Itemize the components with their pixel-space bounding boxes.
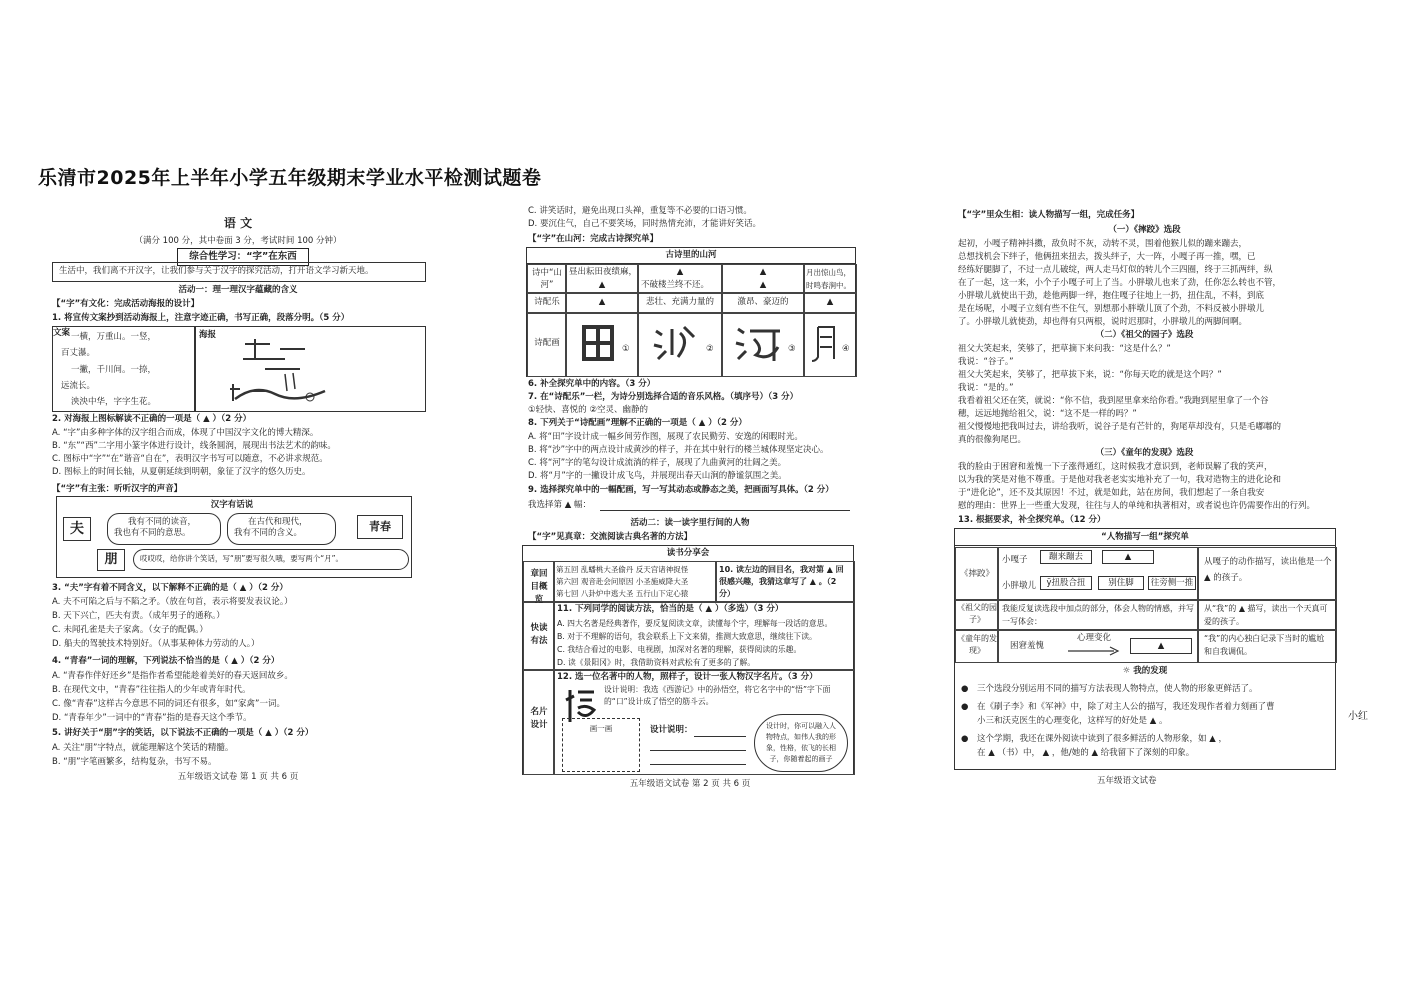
share-label: 名片设计 [530, 707, 548, 730]
q11-option: B. 对于不理解的语句，我会联系上下文来猜，推测大致意思，继续往下读。 [557, 632, 817, 641]
passage-line: 总想找机会下绊子，他俩扭来扭去，拨头绊子，大一阵，小嘎子再一推，嘿，已 [958, 252, 1256, 262]
poster-illustration [225, 329, 335, 409]
q2-option: A. “字”由多种字体的汉字组合而成，体现了中国汉字文化的博大精深。 [52, 428, 319, 438]
chapter-line: 第七回 八卦炉中逃大圣 五行山下定心猿 [556, 589, 689, 598]
poster-label: 海报 [199, 330, 217, 340]
passage-line: 真的很像狗尾巴。 [958, 435, 1027, 445]
garden-result: 从“我”的 ▲ 描写，读出一个天真可爱的孩子。 [1204, 604, 1328, 626]
childhood-result: “我”的内心独白记录下当时的尴尬和自我调侃。 [1204, 634, 1325, 656]
poem-text: 昼出耘田夜绩麻， [569, 267, 638, 277]
music-text: 激昂、豪迈的 [737, 297, 789, 307]
talk-bubble-right [227, 513, 336, 545]
card-row-name: 《祖父的园子》 [957, 603, 997, 624]
music-cell [565, 292, 639, 314]
question-6: 6. 补全探究单中的内容。（3 分） [528, 379, 656, 389]
shuaijiao-cell [997, 547, 1199, 601]
answer-line [600, 510, 850, 511]
passage-line: 经练好腿脚了，不过一点儿破绽，两人走马灯似的转儿个三四圈，终于三抓两绊，纵 [958, 265, 1273, 275]
chapter-line: 第六回 观音赴会问原因 小圣施威降大圣 [556, 577, 689, 586]
talk-title: 汉字有话说 [210, 500, 254, 510]
q11-option: C. 我结合看过的电影、电视剧，加深对名著的理解，获得阅读的乐趣。 [557, 645, 802, 654]
garden-cell [997, 599, 1199, 631]
page-3-footer: 五年级语文试卷 [1097, 776, 1157, 786]
q11-option: A. 四大名著是经典著作，要反复阅读文章，读懂每个字，理解每一段话的意思。 [557, 619, 833, 628]
passage-line: 起初，小嘎子精神抖擞，敌负时不灰，动转不灵，围着他猴儿似的蹦来蹦去， [958, 239, 1248, 249]
talk-bubble-left [107, 513, 221, 545]
q7-options: ①轻快、喜悦的 ②空灵、幽静的 [528, 405, 648, 415]
row-label-cell [527, 264, 567, 294]
passage-line: 我看着祖父还在笑，就说：“你不信，我到屋里拿来给你看。”我跑到屋里拿了一个谷 [958, 396, 1269, 406]
share-table [522, 545, 854, 775]
talk-line: 我有不同的含义。 [234, 528, 303, 538]
question-4: 4. “青春”一词的理解，下列说法不恰当的是（ ▲ ）（2 分） [52, 656, 280, 666]
question-13: 13. 根据要求，补全探究单。（12 分） [958, 515, 1106, 525]
passage-line: 小胖墩儿就使出干劲，趁他两脚一绊，抱住嘎子往地上一扔，扭住乱，不料，到底 [958, 291, 1265, 301]
q8-option: C. 将“河”字的笔勾设计成流淌的样子，展现了九曲黄河的壮阔之美。 [528, 458, 787, 468]
answer-line [650, 764, 746, 765]
student-icon: ● [961, 684, 969, 694]
music-text: 悲壮、充满力量的 [645, 297, 714, 307]
music-text: ▲ [826, 297, 834, 307]
copy-line: 一横，万重山。一竖， [71, 332, 157, 342]
page-3 [952, 207, 1337, 787]
poem-table [526, 247, 856, 377]
char-fu: 夫 [63, 517, 91, 541]
music-cell [803, 292, 857, 314]
share-title: 读书分享会 [523, 547, 853, 562]
section-5-label: 【“字”里众生相：读人物描写一组，完成任务】 [958, 210, 1140, 220]
chapters-cell [553, 561, 717, 603]
poem-cell [803, 264, 857, 294]
action-box: ÿ扭股合扭 [1040, 576, 1092, 590]
passage-1-title: （一）《摔跤》选段 [1108, 225, 1181, 235]
q2-option: C. 图标中“字”“在”谐音“自在”，表明汉字书写可以随意，不必讲求规范。 [52, 454, 328, 464]
student-icon: ● [961, 702, 969, 712]
share-label-cell [523, 669, 555, 775]
poem-cell [721, 264, 805, 294]
poem-cell [637, 264, 723, 294]
q4-option: C. 像“青春”这样古今意思不同的词还有很多，如“家禽”一词。 [52, 699, 285, 709]
passage-line: 祖父大笑起来，笑够了，把草拔下来，说：“你每天吃的就是这个吗？” [958, 370, 1222, 380]
discovery-line: 在 ▲ （书）中， ▲ ，他/她的 ▲ 给我留下了深刻的印象。 [977, 748, 1195, 758]
passage-line: 祖父大笑起来，笑够了，把草摘下来问我：“这是什么？” [958, 344, 1171, 354]
music-cell [721, 292, 805, 314]
answer-box: ▲ [1130, 638, 1192, 654]
q12-design-note: 设计说明：我选《西游记》中的孙悟空，将它名字中的“悟”字下面的“口”设计成了悟空的筋斗云。 [604, 685, 831, 706]
passage-2-title: （二）《祖父的园子》选段 [1095, 330, 1194, 340]
card-title: “人物描写一组”探究单 [955, 531, 1335, 546]
question-12: 12. 选一位名著中的人物，照样子，设计一张人物汉字名片。（3 分） [557, 672, 818, 682]
intro-box [52, 262, 426, 282]
childhood-cell [997, 629, 1199, 663]
section-4-label: 【“字”见真章：交流阅读古典名著的方法】 [528, 532, 693, 542]
talk-line: 我也有不同的意思。 [114, 528, 191, 538]
top-option: D. 要沉住气，自己不要笑场，同时热情充沛，才能讲好笑话。 [528, 219, 761, 229]
q8-option: D. 将“月”字的一撇设计成飞鸟，并展现出春天山涧的静谧氛围之美。 [528, 471, 787, 481]
q5-option: A. 关注“朋”字特点，就能理解这个笑话的精髓。 [52, 743, 234, 753]
picture-cell [721, 312, 805, 377]
page-2-footer: 五年级语文试卷 第 2 页 共 6 页 [629, 779, 751, 789]
q4-option: D. “青春年少”一词中的“青春”指的是春天这个季节。 [52, 713, 252, 723]
activity-1-title: 活动一：理一理汉字蕴藏的含义 [178, 285, 298, 295]
pic-number: ② [706, 344, 714, 354]
action-box: ▲ [1102, 550, 1154, 564]
talk-line: 在古代和现代， [248, 517, 308, 527]
sha-drawing [650, 321, 700, 365]
draw-box [562, 718, 640, 772]
share-label: 快读有法 [530, 623, 548, 646]
theme-label: 综合性学习：“字”在东西 [177, 248, 309, 266]
cloud-text: 设计时，你可以融入人物特点，如伟人我的形象，性格，依飞的长相子，你随着起的画子 [766, 722, 836, 763]
student-icon: ● [961, 734, 969, 744]
discovery-line: 小三和沃克医生的心理变化，这样写的好处是 ▲ 。 [977, 716, 1168, 726]
q3-option: A. 夫不可陷之后与不陷之矛。（放在句首，表示将要发表议论。） [52, 597, 293, 607]
joke-bubble [133, 549, 409, 570]
action-box: 蹦来蹦去 [1040, 550, 1092, 564]
draw-label: 画一画 [589, 724, 613, 733]
page-1 [52, 215, 424, 787]
arrow-icon [1066, 646, 1122, 656]
page-2 [520, 203, 860, 793]
exam-info: （满分 100 分，其中卷面 3 分，考试时间 100 分钟） [134, 236, 342, 246]
blank: ▲ [759, 280, 767, 290]
char-peng: 朋 [97, 549, 125, 571]
copy-line: 一撇，千川间。一捺， [71, 365, 157, 375]
pic-number: ③ [788, 344, 796, 354]
side-name: 小红 [1348, 711, 1368, 722]
card-row-label [955, 629, 999, 663]
exam-title: 乐清市2025年上半年小学五年级期末学业水平检测试题卷 [38, 167, 542, 189]
copy-line: 泱泱中华，字字生花。 [71, 397, 157, 407]
passage-line: 我的脸由于困窘和羞愧一下子涨得通红，这时候我才意识到，老师误解了我的笑声， [958, 462, 1273, 472]
question-5: 5. 讲好关于“朋”字的笑话，以下说法不正确的一项是（ ▲ ）（2 分） [52, 728, 314, 738]
question-3: 3. “夫”字有着不同含义，以下解释不正确的是（ ▲ ）（2 分） [52, 583, 288, 593]
discovery-line: 三个选段分别运用不同的描写方法表现人物特点，使人物的形象更鲜活了。 [977, 684, 1258, 694]
passage-line: 以为我的笑是对他不尊重。于是他对我老老实实地补充了一句，我对造物主的进化论和 [958, 475, 1282, 485]
poem-text: 时鸣春涧中。 [806, 281, 851, 290]
poem-text: 月出惊山鸟， [806, 268, 851, 277]
passage-line: 慰的理由：世界上一些重大发现，往往与人的单纯和执著相对，或者说也许仍需要作出的行列。 [958, 501, 1316, 511]
question-11: 11. 下列同学的阅读方法，恰当的是（ ▲ ）（多选）（3 分） [557, 604, 784, 614]
shuaijiao-result: 从嘎子的动作描写，读出他是一个 ▲ 的孩子。 [1204, 557, 1332, 583]
q11-option: D. 读《景阳冈》时，我借助资料对武松有了更多的了解。 [557, 658, 756, 667]
section-1-label: 【“字”有文化：完成活动海报的设计】 [52, 299, 200, 309]
card-row-label [955, 547, 999, 601]
passage-line: 我说：“是的。” [958, 383, 1014, 393]
share-label-cell [523, 601, 555, 671]
joke-line: 哎哎哎，给你讲个笑话，写“朋”要写很久哦，要写两个“月”。 [140, 554, 344, 563]
share-label: 章回目概览 [530, 569, 548, 605]
copy-line: 远流长。 [61, 381, 96, 391]
question-9: 9. 选择探究单中的一幅配画，写一写其动态或静态之美，把画面写具体。（2 分） [528, 485, 834, 495]
q11-cell [553, 601, 855, 671]
q8-option: B. 将“沙”字中的两点设计成黄沙的样子，并在其中射行的楼兰城体现坚定决心。 [528, 445, 829, 455]
tian-drawing [580, 321, 616, 365]
discovery-line: 在《刷子李》和《军神》中，除了对主人公的描写，我还发现作者着力刻画了曹 [977, 702, 1275, 712]
talk-line: 我有不同的读音， [128, 517, 197, 527]
passage-line: 在了一起，这一来，小个子小嘎子可上了当。小胖墩儿也来了劲，任你怎么转也不管， [958, 278, 1282, 288]
q10-cell [715, 561, 855, 603]
row-label-cell [527, 292, 567, 314]
character-name: 小嘎子 [1002, 555, 1028, 565]
question-8: 8. 下列关于“诗配画”理解不正确的一项是（ ▲ ）（2 分） [528, 418, 747, 428]
row-label: 诗中“山河” [532, 268, 562, 290]
he-drawing [734, 321, 784, 365]
question-7: 7. 在“诗配乐”一栏，为诗分别选择合适的音乐风格。（填序号）（3 分） [528, 392, 799, 402]
picture-cell [803, 312, 857, 377]
q3-option: C. 未闻孔雀是夫子家禽。（女子的配偶。） [52, 625, 208, 635]
childhood-result-cell [1197, 629, 1337, 663]
music-cell [637, 292, 723, 314]
poem-table-title: 古诗里的山河 [527, 249, 855, 264]
card-row-label [955, 599, 999, 631]
copy-box [52, 326, 196, 412]
passage-line: 我说：“谷子。” [958, 357, 1014, 367]
q4-option: B. 在现代文中，“青春”往往指人的少年或青年时代。 [52, 685, 251, 695]
picture-cell [637, 312, 723, 377]
character-name: 小胖墩儿 [1002, 581, 1037, 591]
discovery-line: 这个学期，我还在课外阅读中读到了很多鲜活的人物形象，如 ▲ ， [977, 734, 1227, 744]
poem-cell [565, 264, 639, 294]
discovery-title [955, 665, 1335, 678]
question-10: 10. 读左边的回目名，我对第 ▲ 回很感兴趣，我猜这章写了 ▲ 。（2 分） [719, 565, 844, 598]
intro-text: 生活中，我们离不开汉字，让我们参与关于汉字的探究活动，打开语文学习新天地。 [59, 266, 374, 276]
childhood-arrow: 心理变化 [1076, 633, 1111, 643]
page-1-footer: 五年级语文试卷 第 1 页 共 6 页 [177, 772, 299, 782]
q9-line: 我选择第 ▲ 幅： [528, 500, 591, 510]
shuaijiao-result-cell [1197, 547, 1337, 601]
card-row-name: 《摔跤》 [959, 569, 994, 579]
blank: ▲ [676, 267, 684, 277]
q2-option: D. 图标上的时间长轴，从夏朝延续到明朝，象征了汉字的悠久历史。 [52, 467, 311, 477]
childhood-text: 困窘羞愧 [1010, 641, 1045, 651]
passage-line: 是在场呢，小嘎子立刻有些不住气，别想那小胖墩儿顶了个劲，不料反被小胖墩儿 [958, 304, 1265, 314]
passage-3-title: （三）《童年的发现》选段 [1095, 448, 1194, 458]
copy-label: 文案 [53, 328, 71, 338]
chapter-line: 第五回 乱蟠桃大圣偷丹 反天宫诸神捉怪 [556, 565, 689, 574]
talk-box [56, 496, 412, 578]
poem-text: 不破楼兰终不还。 [641, 280, 710, 290]
garden-text: 我能反复读选段中加点的部分，体会人物的情感，并写一写体会： [1002, 604, 1194, 626]
blank: ▲ [598, 280, 606, 290]
discovery-title-text: 我的发现 [1133, 666, 1168, 676]
char-qingchun: 青春 [357, 515, 403, 539]
top-option: C. 讲笑话时，避免出现口头禅，重复等不必要的口语习惯。 [528, 206, 752, 216]
music-text: ▲ [598, 297, 606, 307]
question-1: 1. 将宣传文案抄到活动海报上，注意字迹正确，书写正确，段落分明。（5 分） [52, 313, 350, 323]
blank: ▲ [759, 267, 767, 277]
passage-line: 穗，远远地抛给祖父，说：“这不是一样的吗？” [958, 409, 1137, 419]
garden-result-cell [1197, 599, 1337, 631]
passage-line: 于“进化论”，还不及其原因！不过，就是如此，站在房间，我们想起了一条自我安 [958, 488, 1265, 498]
copy-line: 百丈瀑。 [61, 348, 96, 358]
section-3-label: 【“字”在山河：完成古诗探究单】 [528, 234, 659, 244]
q5-option: B. “朋”字笔画繁多，结构复杂，书写不易。 [52, 757, 217, 767]
q2-option: B. “东”“西”二字用小篆字体进行设计，线条圆润，展现出书法艺术的韵味。 [52, 441, 336, 451]
action-box: 往旁侧一推 [1148, 576, 1196, 590]
picture-cell [565, 312, 639, 377]
section-2-label: 【“字”有主张：听听汉字的声音】 [52, 484, 183, 494]
yue-drawing [810, 321, 840, 365]
exploration-card [954, 528, 1336, 770]
question-2: 2. 对海报上图标解读不正确的一项是（ ▲ ）（2 分） [52, 414, 252, 424]
answer-line [650, 750, 746, 751]
passage-line: 祖父慢慢地把我叫过去，讲给我听，说谷子是有芒针的，狗尾草却没有，只是毛嘟嘟的 [958, 422, 1282, 432]
passage-line: 了。小胖墩儿就使劲，却也得有只两根，说时迟那时，小胖墩儿的两脚间啊。 [958, 317, 1248, 327]
row-label-cell [527, 312, 567, 377]
activity-2-title: 活动二：读一读字里行间的人物 [630, 518, 750, 528]
action-box: 别住脚 [1098, 576, 1144, 590]
poster-box [194, 326, 426, 412]
q4-option: A. “青春作伴好还乡”是指作者希望能趁着美好的春天返回故乡。 [52, 671, 293, 681]
q8-option: A. 将“田”字设计成一幅乡间劳作图，展现了农民勤劳、安逸的闲暇时光。 [528, 432, 803, 442]
tip-cloud [754, 714, 848, 772]
answer-line [694, 736, 746, 737]
subject-title: 语 文 [223, 217, 253, 230]
card-row-name: 《童年的发现》 [957, 634, 997, 655]
row-label: 诗配画 [534, 338, 560, 348]
row-label: 诗配乐 [534, 297, 560, 307]
q3-option: B. 天下兴亡，匹夫有责。（成年男子的通称。） [52, 611, 225, 621]
q12-cell [553, 669, 855, 775]
share-label-cell [523, 561, 555, 603]
pic-number: ④ [842, 344, 850, 354]
design-label: 设计说明： [650, 725, 693, 735]
q3-option: D. 船夫的驾驶技术特别好。（从事某种体力劳动的人。） [52, 639, 260, 649]
sun-icon: ☼ [1122, 666, 1134, 676]
pic-number: ① [622, 344, 630, 354]
